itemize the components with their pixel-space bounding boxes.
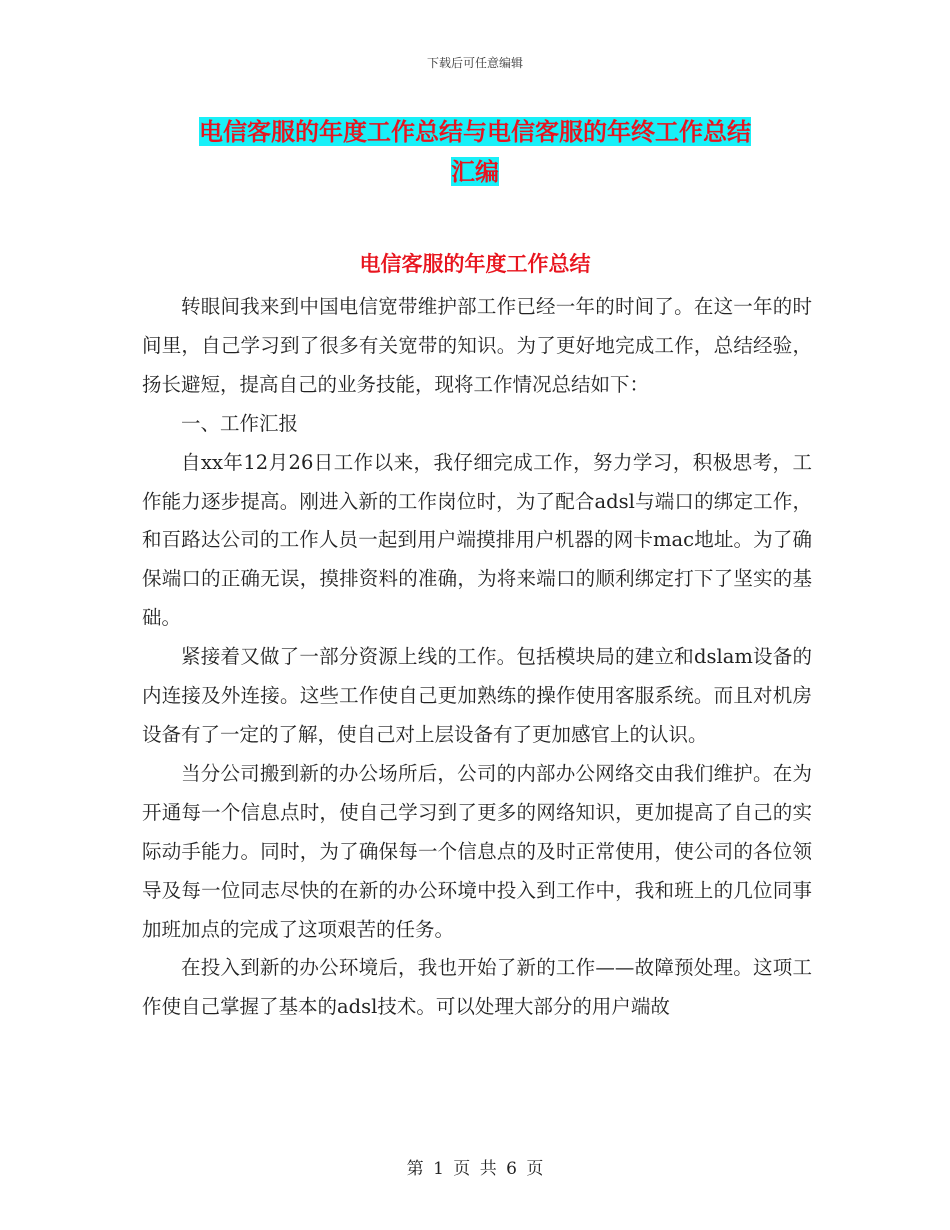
header-note: 下载后可任意编辑 (426, 56, 523, 70)
paragraph-heading: 一、工作汇报 (181, 411, 299, 435)
title-line-1: 电信客服的年度工作总结与电信客服的年终工作总结 (199, 117, 751, 146)
paragraph-work-1: 自xx年12月26日工作以来，我仔细完成工作，努力学习，积极思考，工作能力逐步提高。刚进入新的工作岗位时，为了配合adsl与端口的绑定工作，和百路达公司的工作人员一起到用户端摸排用户机器的网卡mac地址。为了确保端口的正确无误，摸排资料的准确，为将来端口的顺利绑定打下了坚实的基础。 (142, 450, 812, 630)
body-text (142, 288, 812, 1027)
page-footer: 第 1 页 共 6 页 (406, 1159, 544, 1179)
section-title: 电信客服的年度工作总结 (359, 251, 591, 276)
paragraph-work-2: 紧接着又做了一部分资源上线的工作。包括模块局的建立和dslam设备的内连接及外连接。这些工作使自己更加熟练的操作使用客服系统。而且对机房设备有了一定的了解，使自己对上层设备有了更加感官上的认识。 (142, 645, 812, 746)
paragraph-work-4: 在投入到新的办公环境后，我也开始了新的工作——故障预处理。这项工作使自己掌握了基本的adsl技术。可以处理大部分的用户端故 (142, 956, 812, 1019)
document-title (140, 112, 810, 192)
paragraph-intro: 转眼间我来到中国电信宽带维护部工作已经一年的时间了。在这一年的时间里，自己学习到了很多有关宽带的知识。为了更好地完成工作，总结经验，扬长避短，提高自己的业务技能，现将工作情况总结如下： (142, 295, 812, 396)
title-line-2: 汇编 (451, 157, 499, 186)
paragraph-work-3: 当分公司搬到新的办公场所后，公司的内部办公网络交由我们维护。在为开通每一个信息点时，使自己学习到了更多的网络知识，更加提高了自己的实际动手能力。同时，为了确保每一个信息点的及时正常使用，使公司的各位领导及每一位同志尽快的在新的办公环境中投入到工作中，我和班上的几位同事加班加点的完成了这项艰苦的任务。 (142, 761, 812, 941)
